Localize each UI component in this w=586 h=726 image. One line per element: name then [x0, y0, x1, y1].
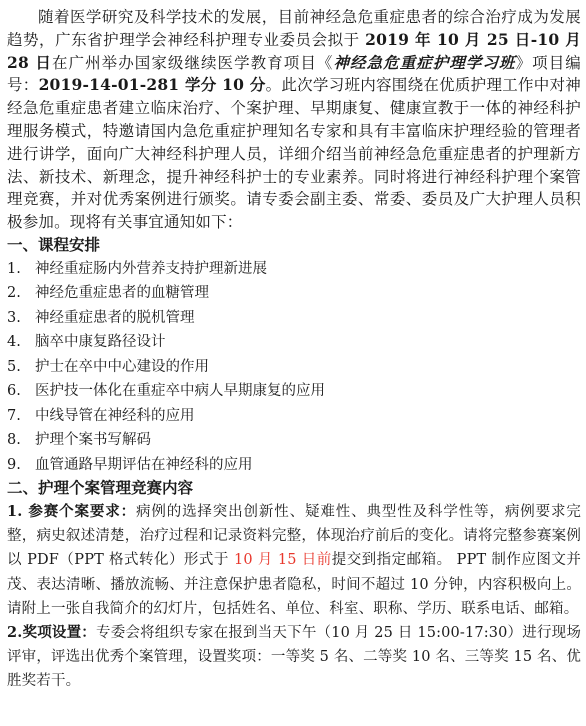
- awards-text: 专委会将组织专家在报到当天下午（10 月 25 日 15:00-17:30）进行现场评审，评选出优秀个案管理，设置奖项：一等奖 5 名、二等奖 10 名、三等奖 15 名、优胜奖若干。: [7, 625, 582, 690]
- list-item: [7, 306, 581, 331]
- course-list: [7, 257, 581, 478]
- list-item-text: 医护技一体化在重症卒中病人早期康复的应用: [35, 383, 325, 400]
- list-item-text: 护士在卒中中心建设的作用: [35, 358, 209, 375]
- entry-requirements-text-2: 提交到指定邮箱。 PPT 制作应图文并茂、表达清晰、播放流畅、并注意保护患者隐私，时间不超过 10 分钟，内容积极向上。请附上一张自我简介的幻灯片，包括姓名、单位、科室、职称、学历、联系电话、邮箱。: [7, 552, 581, 617]
- list-item-number: 4.: [7, 334, 21, 351]
- list-item: [7, 453, 581, 478]
- list-item-number: 5.: [7, 358, 21, 375]
- list-item: [7, 404, 581, 429]
- entry-requirements-text-1: 病例的选择突出创新性、疑难性、典型性及科学性等，病例要求完整，病史叙述清楚，治疗过程和记录资料完整，体现治疗前后的变化。请将完整参赛案例以 PDF（PPT 格式转化）形式于: [7, 504, 581, 569]
- document-page: [7, 6, 581, 694]
- list-item: [7, 428, 581, 453]
- list-item-text: 神经重症肠内外营养支持护理新进展: [35, 260, 267, 277]
- list-item-number: 3.: [7, 309, 21, 326]
- awards-label: 2.奖项设置：: [7, 624, 96, 642]
- list-item-text: 神经危重症患者的血糖管理: [35, 285, 209, 302]
- list-item: [7, 281, 581, 306]
- list-item: [7, 379, 581, 404]
- list-item-number: 1.: [7, 260, 21, 277]
- list-item: [7, 330, 581, 355]
- list-item-text: 脑卒中康复路径设计: [35, 334, 166, 351]
- section1-heading: 一、课程安排: [7, 234, 101, 254]
- list-item: [7, 257, 581, 282]
- list-item-number: 9.: [7, 456, 21, 473]
- event-date: 2019 年 10 月 25 日-10 月 28 日: [7, 29, 581, 72]
- list-item-text: 护理个案书写解码: [35, 432, 151, 449]
- intro-text-1: 随着医学研究及科学技术的发展，目前神经急危重症患者的综合治疗成为发展趋势，广东省护理学会神经科护理专业委员会拟于: [7, 8, 581, 49]
- project-code: 2019-14-01-281 学分 10 分: [38, 75, 266, 95]
- list-item-text: 神经重症患者的脱机管理: [35, 309, 195, 326]
- awards-paragraph: [7, 621, 581, 694]
- entry-requirements-paragraph: [7, 500, 581, 621]
- list-item-text: 中线导管在神经科的应用: [35, 407, 195, 424]
- section2-heading: 二、护理个案管理竞赛内容: [7, 478, 194, 498]
- list-item-text: 血管通路早期评估在神经科的应用: [35, 456, 253, 473]
- intro-paragraph: [7, 6, 581, 234]
- list-item-number: 6.: [7, 383, 21, 400]
- intro-text-4: 。此次学习班内容围绕在优质护理工作中对神经急危重症患者建立临床治疗、个案护理、早期康复、健康宣教于一体的神经科护理服务模式，特邀请国内急危重症护理知名专家和具有丰富临床护理经验的管理者进行讲学，面向广大神经科护理人员，详细介绍当前神经急危重症患者的护理新方法、新技术、新理念，提升神经科护士的专业素养。同时将进行神经科护理个案管理竞赛，并对优秀案例进行颁奖。请专委会副主委、常委、委员及广大护理人员积极参加。现将有关事宜通知如下：: [7, 76, 582, 232]
- list-item: [7, 355, 581, 380]
- intro-text-3: 》项目编号：: [7, 53, 581, 95]
- list-item-number: 7.: [7, 407, 21, 424]
- project-name: 神经急危重症护理学习班: [333, 52, 516, 72]
- intro-text-2: 在广州举办国家级继续医学教育项目《: [51, 53, 334, 72]
- list-item-number: 2.: [7, 285, 21, 302]
- submission-deadline: 10 月 15 日前: [233, 552, 332, 569]
- entry-requirements-label: 1. 参赛个案要求：: [7, 503, 136, 521]
- list-item-number: 8.: [7, 432, 21, 449]
